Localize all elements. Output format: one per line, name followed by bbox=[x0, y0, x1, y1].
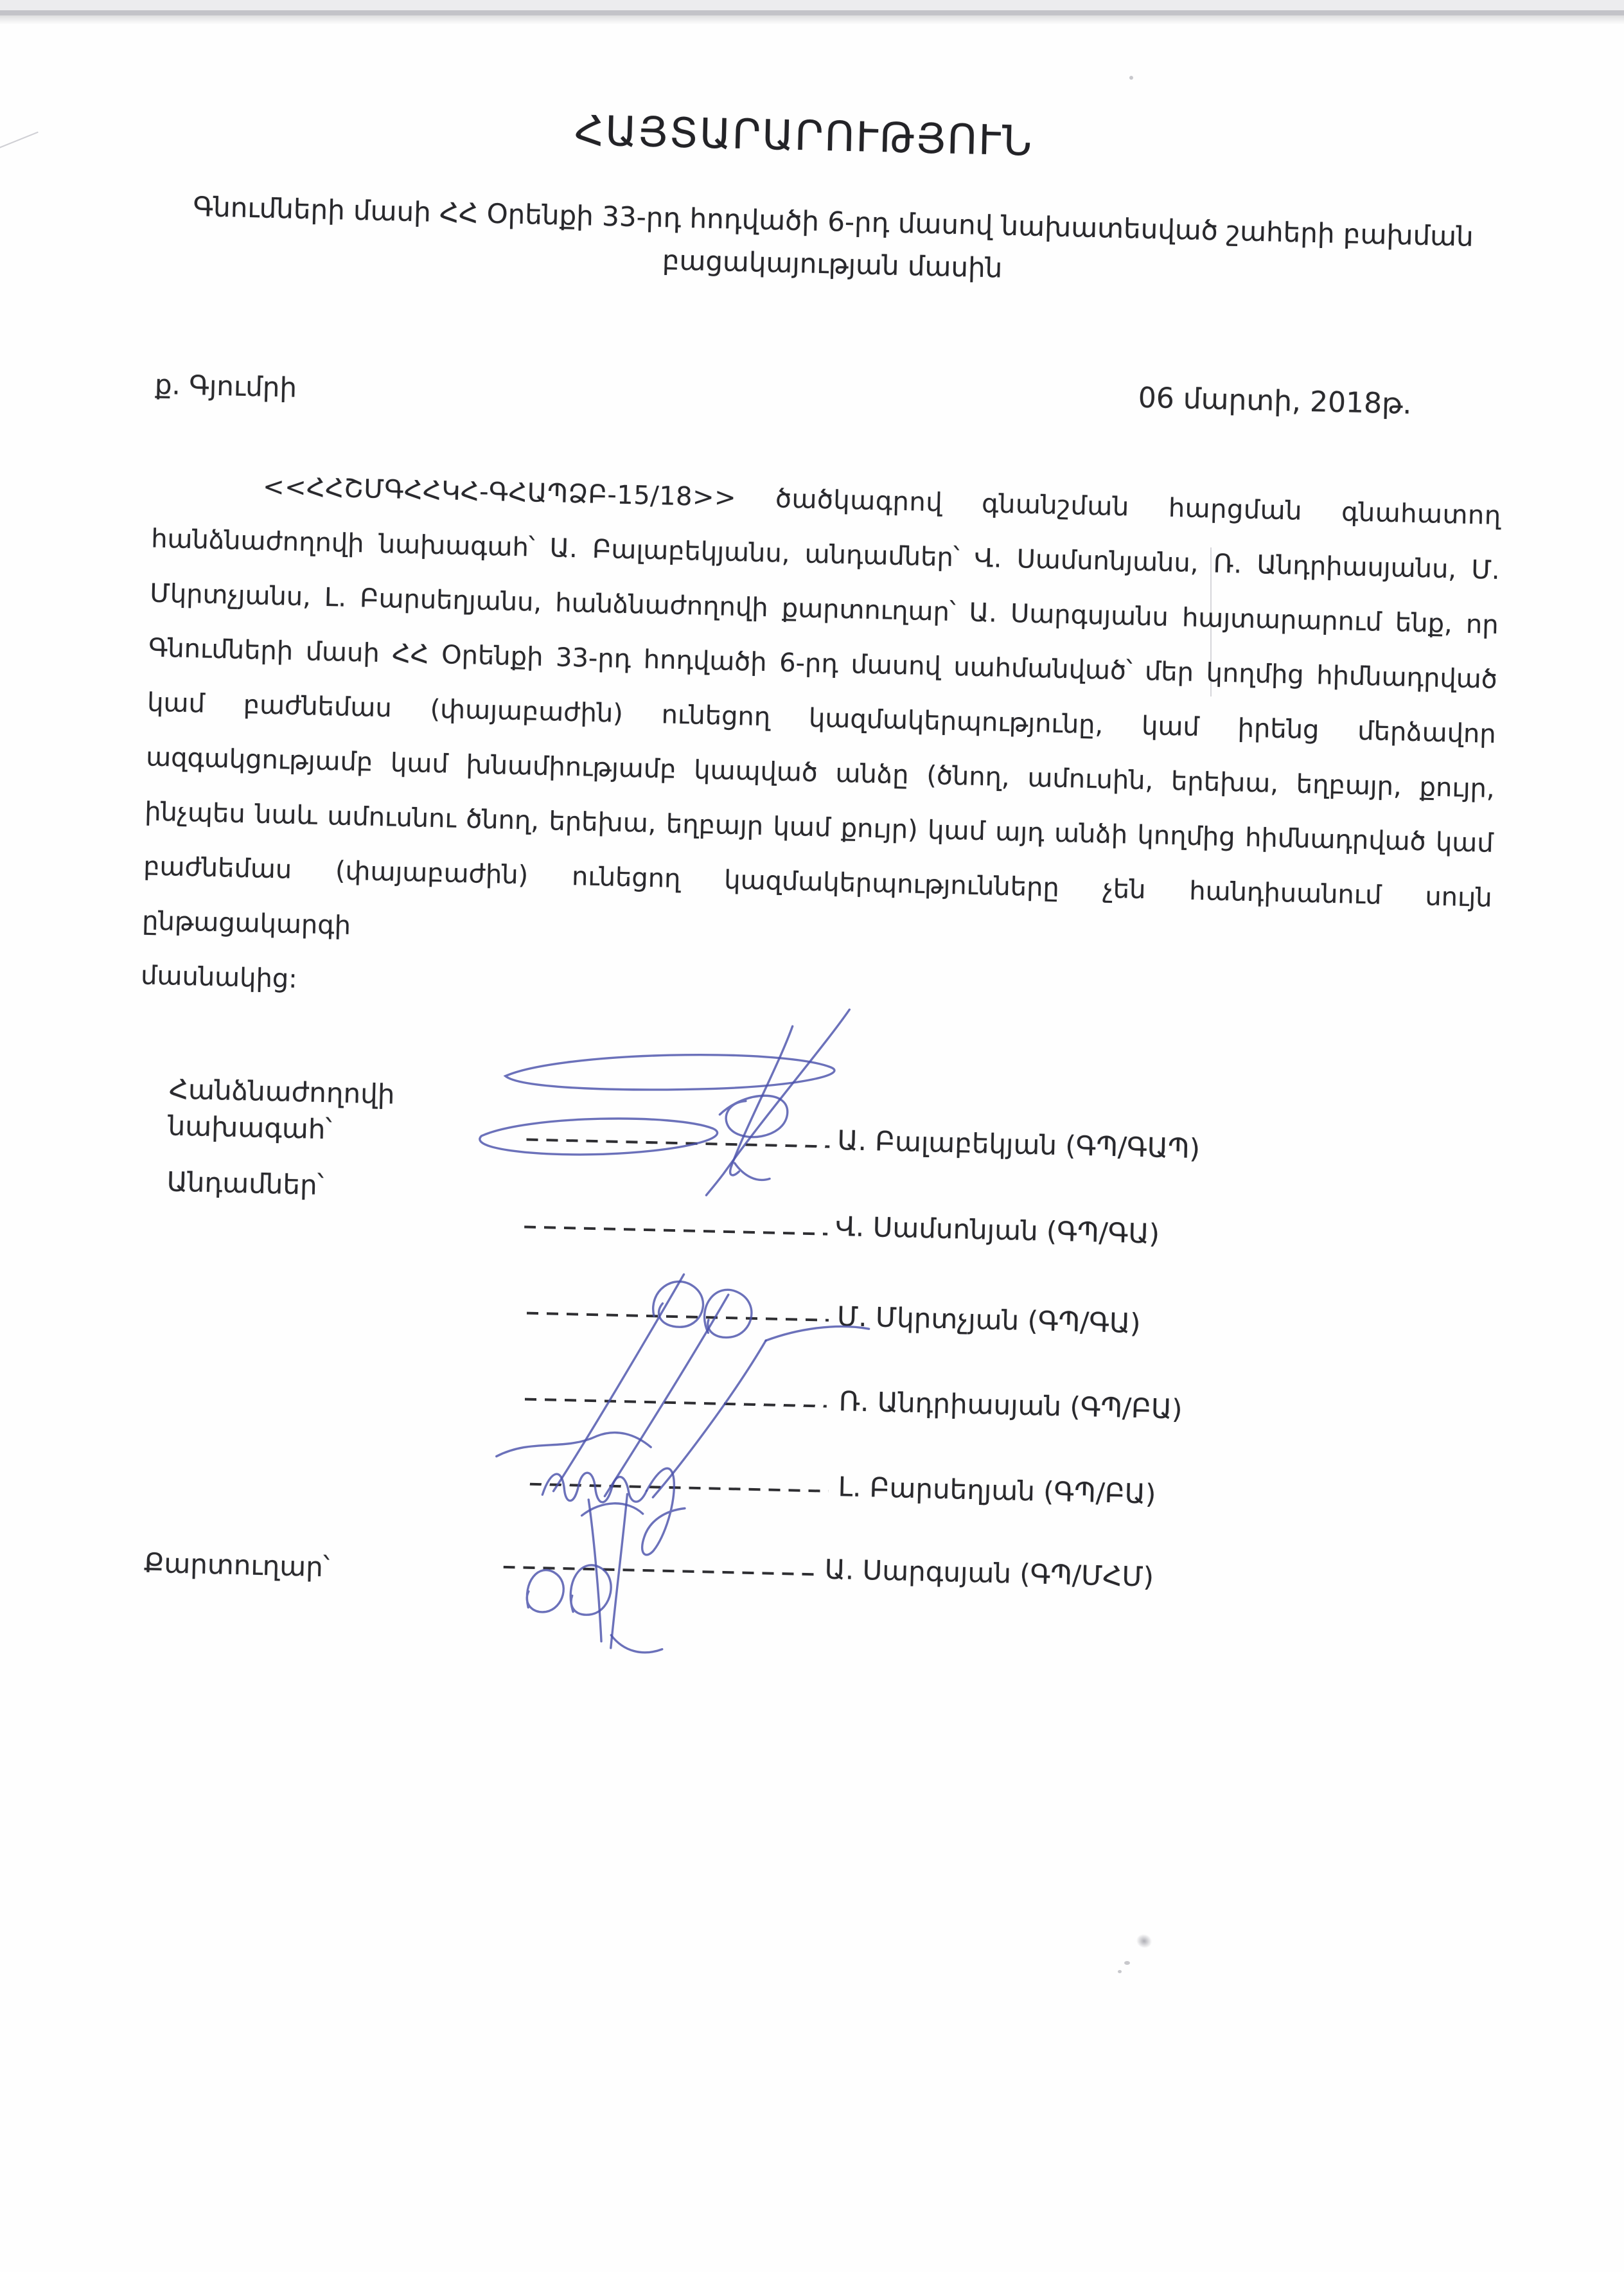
secretary-role-label: Քարտուղար՝ bbox=[143, 1547, 330, 1583]
signatory-name: Ա. Սարգսյան (ԳՊ/ՄՀՄ) bbox=[824, 1553, 1154, 1593]
paragraph-line: բաժնեմաս (փայաբաժին) ունեցող կազմակերպությունները չեն հանդիսանում սույն ընթացակարգի bbox=[141, 851, 1493, 941]
paragraph-line: ազգակցությամբ կամ խնամիությամբ կապված անձը (ծնող, ամուսին, երեխա, եղբայր, քույր, bbox=[145, 742, 1496, 804]
signatory-name: Վ. Սամսոնյան (ԳՊ/ԳԱ) bbox=[834, 1210, 1160, 1250]
paragraph-line: կամ բաժնեմաս (փայաբաժին) ունեցող կազմակերպությունը, կամ իրենց մերձավոր bbox=[146, 688, 1497, 749]
city-label: ք. Գյումրի bbox=[154, 368, 297, 404]
chairman-role-label bbox=[168, 1070, 395, 1149]
signature-chairman-ink bbox=[441, 999, 915, 1203]
subtitle-line-2: բացակայության մասին bbox=[662, 244, 1003, 284]
signature-line bbox=[524, 1225, 827, 1235]
members-role-label: Անդամներ՝ bbox=[166, 1166, 324, 1202]
declaration-paragraph bbox=[140, 457, 1501, 1035]
paragraph-line: ինչպես նաև ամուսնու ծնող, երեխա, եղբայր կամ քույր) կամ այդ անձի կողմից հիմնադրված կամ bbox=[144, 797, 1494, 858]
subtitle-line-1: Գնումների մասի ՀՀ Օրենքի 33-րդ հոդվածի 6-րդ մասով նախատեսված շահերի բախման bbox=[193, 190, 1474, 253]
document-subtitle bbox=[20, 182, 1624, 305]
paragraph-line: Գնումների մասի ՀՀ Օրենքի 33-րդ հոդվածի 6-րդ մասով սահմանված՝ մեր կողմից հիմնադրված bbox=[148, 633, 1498, 695]
signatory-name: Մ. Մկրտչյան (ԳՊ/ԳԱ) bbox=[836, 1300, 1142, 1340]
signatory-name: Ա. Բալաբեկյան (ԳՊ/ԳԱՊ) bbox=[836, 1124, 1201, 1165]
chairman-role-line-2: նախագահ՝ bbox=[168, 1110, 333, 1146]
chairman-role-line-1: Հանձնաժողովի bbox=[168, 1073, 395, 1110]
paragraph-line: Մկրտչյանս, Լ. Բարսեղյանս, հանձնաժողովի քարտուղար՝ Ա. Սարգսյանս հայտարարում ենք, որ bbox=[149, 578, 1499, 640]
paragraph-line: <<ՀՀՇՄԳՀՀԿՀ-ԳՀԱՊՁԲ-15/18>> ծածկագրով գնանշման հարցման գնահատող bbox=[262, 472, 1502, 531]
paragraph-line: հանձնաժողովի նախագահ՝ Ա. Բալաբեկյանս, անդամներ՝ Վ. Սամսոնյանս, Ռ. Անդրիասյանս, Մ. bbox=[150, 524, 1501, 585]
signature-secretary-sargsyan-ink bbox=[488, 1484, 723, 1660]
signatory-name: Ռ. Անդրիասյան (ԳՊ/ԲԱ) bbox=[838, 1385, 1183, 1425]
paragraph-line: մասնակից: bbox=[140, 961, 298, 995]
document-title: ՀԱՅՏԱՐԱՐՈՒԹՅՈՒՆ bbox=[574, 107, 1034, 166]
date-label: 06 մարտի, 2018թ. bbox=[1138, 381, 1413, 421]
signatory-name: Լ. Բարսեղյան (ԳՊ/ԲԱ) bbox=[838, 1471, 1156, 1510]
